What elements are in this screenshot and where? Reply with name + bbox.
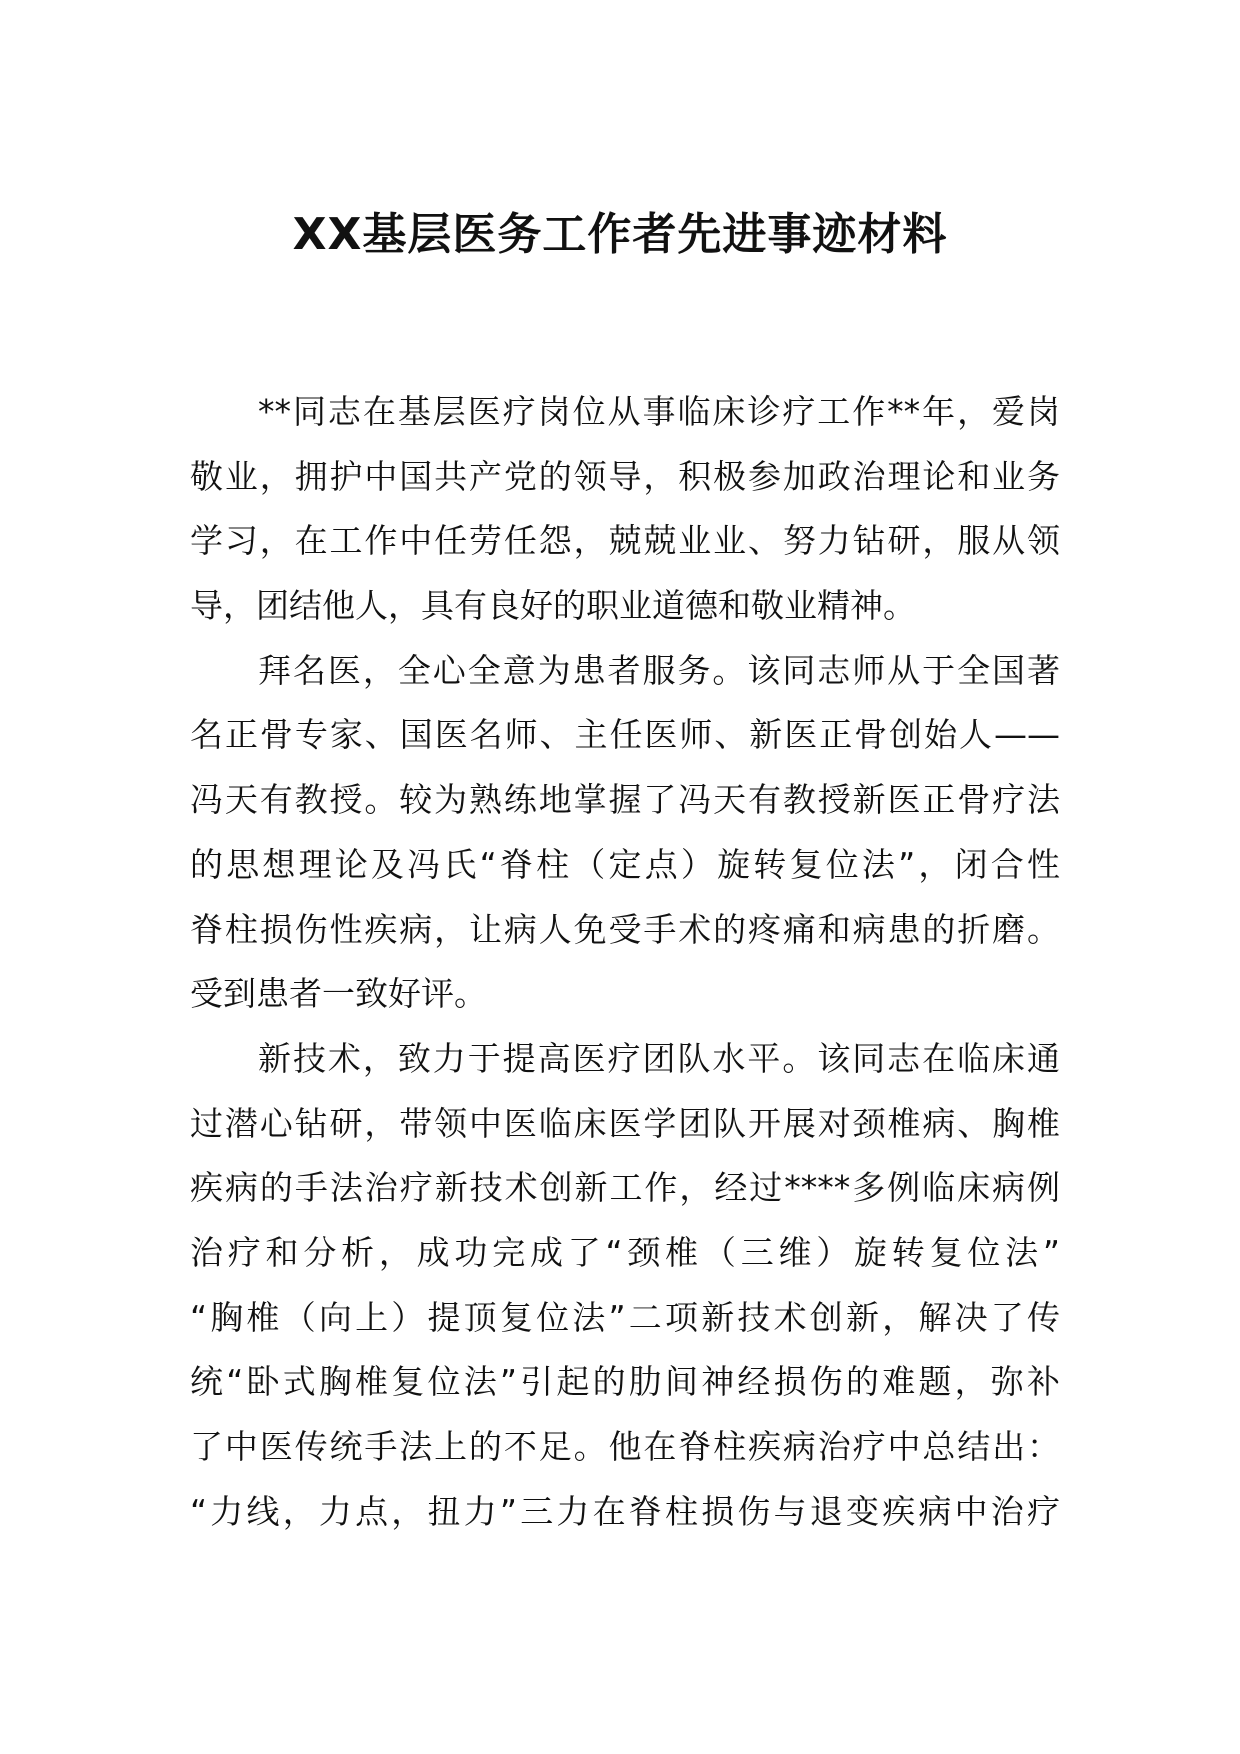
body-line: 导，团结他人，具有良好的职业道德和敬业精神。 [190,586,916,626]
body-line: **同志在基层医疗岗位从事临床诊疗工作**年，爱岗 [258,392,1060,431]
document-body [190,380,1060,1544]
body-line: 冯天有教授。较为熟练地掌握了冯天有教授新医正骨疗法 [190,780,1060,820]
document-title: XX基层医务工作者先进事迹材料 [292,209,948,260]
body-line: 疾病的手法治疗新技术创新工作，经过****多例临床病例 [190,1168,1060,1208]
body-line: 了中医传统手法上的不足。他在脊柱疾病治疗中总结出： [190,1427,1060,1466]
body-line: 敬业，拥护中国共产党的领导，积极参加政治理论和业务 [190,456,1060,496]
body-line: 的思想理论及冯氏“脊柱（定点）旋转复位法”，闭合性 [190,844,1060,884]
body-line: 过潜心钻研，带领中医临床医学团队开展对颈椎病、胸椎 [190,1103,1060,1143]
body-line: 名正骨专家、国医名师、主任医师、新医正骨创始人—— [190,715,1060,755]
body-line: 学习，在工作中任劳任怨，兢兢业业、努力钻研，服从领 [190,521,1060,561]
body-line: “胸椎（向上）提顶复位法”二项新技术创新，解决了传 [190,1297,1060,1337]
body-line: 统“卧式胸椎复位法”引起的肋间神经损伤的难题，弥补 [190,1362,1060,1402]
body-line: 受到患者一致好评。 [190,974,487,1014]
body-line: 拜名医，全心全意为患者服务。该同志师从于全国著 [258,650,1060,690]
body-line: 治疗和分析，成功完成了“颈椎（三维）旋转复位法” [190,1232,1060,1272]
body-line: “力线，力点，扭力”三力在脊柱损伤与退变疾病中治疗 [190,1491,1060,1531]
body-line: 新技术，致力于提高医疗团队水平。该同志在临床通 [258,1038,1060,1078]
body-line: 脊柱损伤性疾病，让病人免受手术的疼痛和病患的折磨。 [190,909,1060,949]
